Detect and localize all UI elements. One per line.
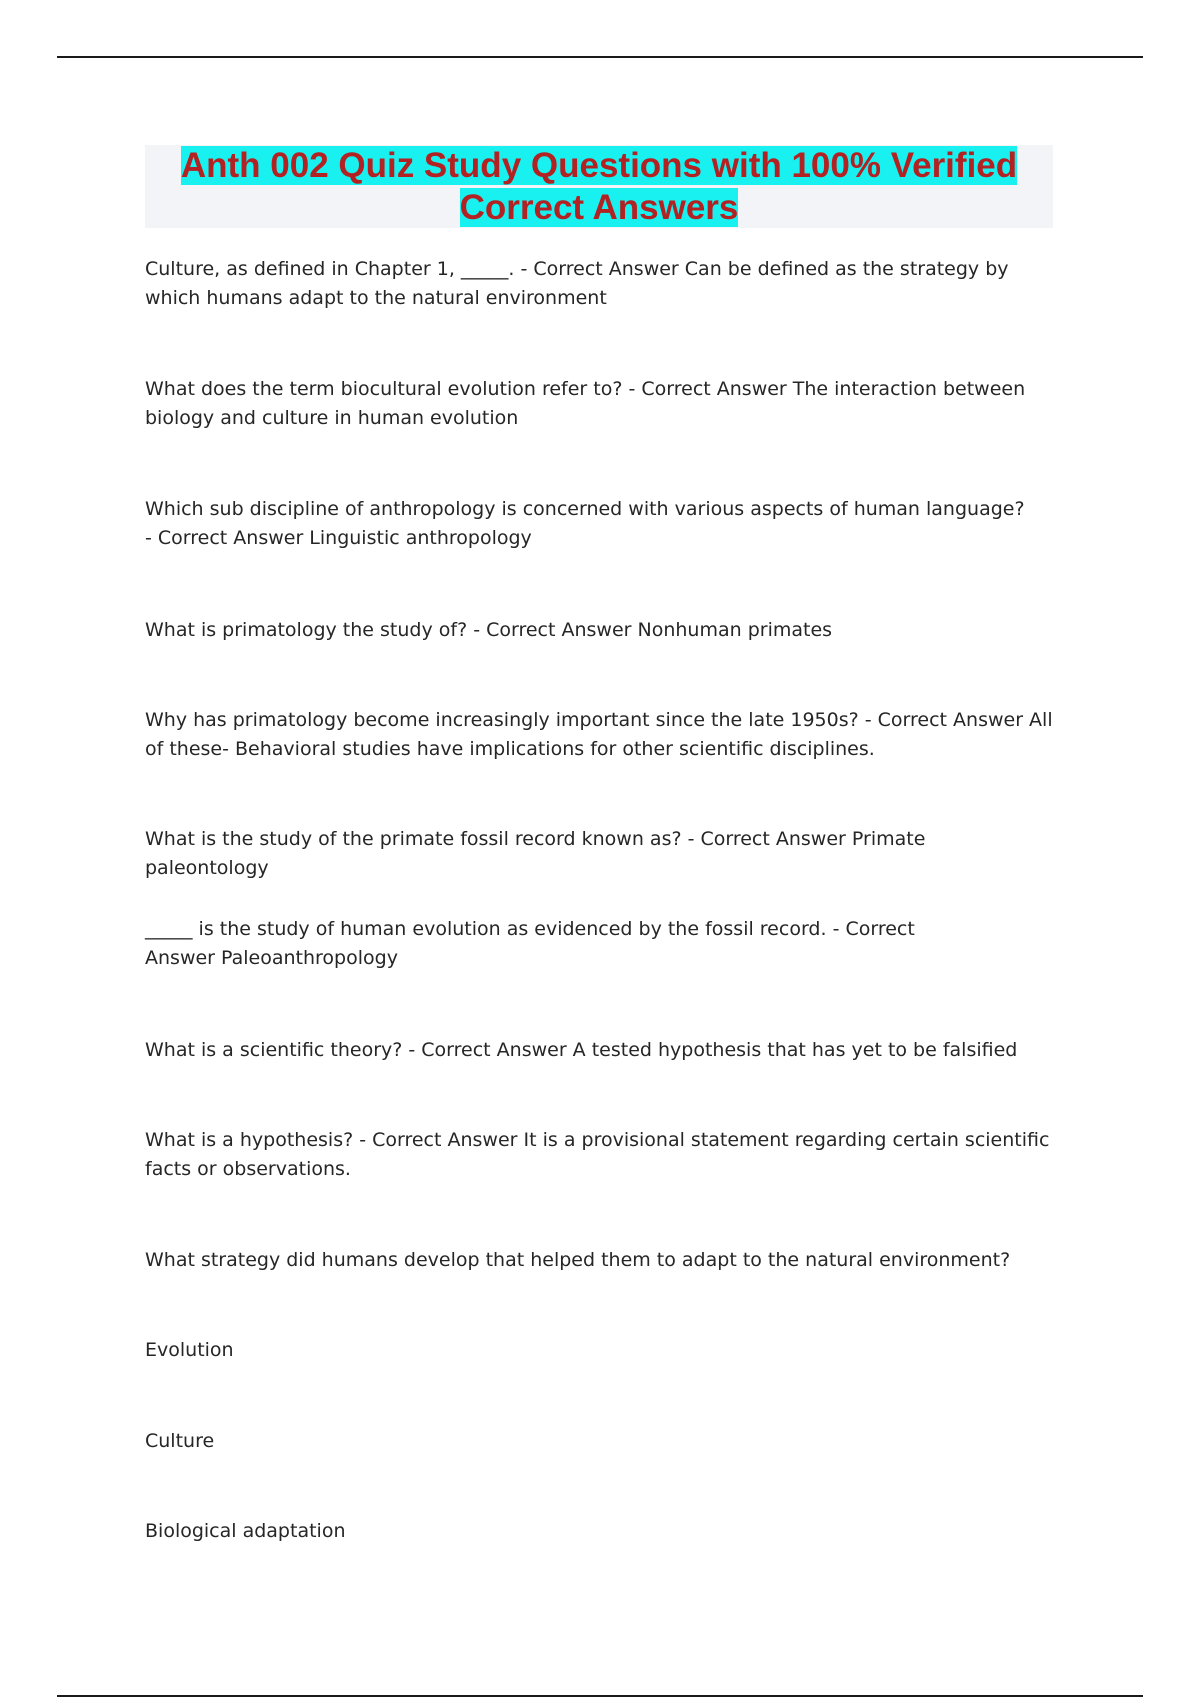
qa-entry: Which sub discipline of anthropology is concerned with various aspects of human language? - Correct Answer Linguistic anthropology <box>145 498 1025 549</box>
document-title-line-2: Correct Answers <box>459 188 739 227</box>
document-title <box>145 145 1053 229</box>
qa-entry: What does the term biocultural evolution refer to? - Correct Answer The interaction between biology and culture in human evolution <box>145 378 1026 429</box>
answer-option: Biological adaptation <box>145 1520 346 1542</box>
title-block <box>145 145 1053 228</box>
qa-entry: Why has primatology become increasingly important since the late 1950s? - Correct Answer All of these- Behavioral studies have implications for other scientific disciplines. <box>145 709 1053 760</box>
bottom-rule <box>57 1695 1143 1697</box>
qa-entry: What is the study of the primate fossil record known as? - Correct Answer Primate paleontology <box>145 828 926 879</box>
qa-entry: Culture, as defined in Chapter 1, _____. - Correct Answer Can be defined as the strategy by which humans adapt to the natural environment <box>145 258 1009 309</box>
answer-option: Evolution <box>145 1339 234 1361</box>
qa-entry: What is primatology the study of? - Correct Answer Nonhuman primates <box>145 619 833 641</box>
qa-entry: _____ is the study of human evolution as evidenced by the fossil record. - Correct Answer Paleoanthropology <box>145 918 915 969</box>
qa-entry: What is a hypothesis? - Correct Answer It is a provisional statement regarding certain scientific facts or observations. <box>145 1129 1050 1180</box>
qa-entry: What is a scientific theory? - Correct Answer A tested hypothesis that has yet to be falsified <box>145 1039 1018 1061</box>
top-rule <box>57 56 1143 58</box>
document-title-line-1: Anth 002 Quiz Study Questions with 100% Verified <box>180 146 1018 185</box>
qa-entry: What strategy did humans develop that helped them to adapt to the natural environment? <box>145 1249 1011 1271</box>
answer-option: Culture <box>145 1430 215 1452</box>
